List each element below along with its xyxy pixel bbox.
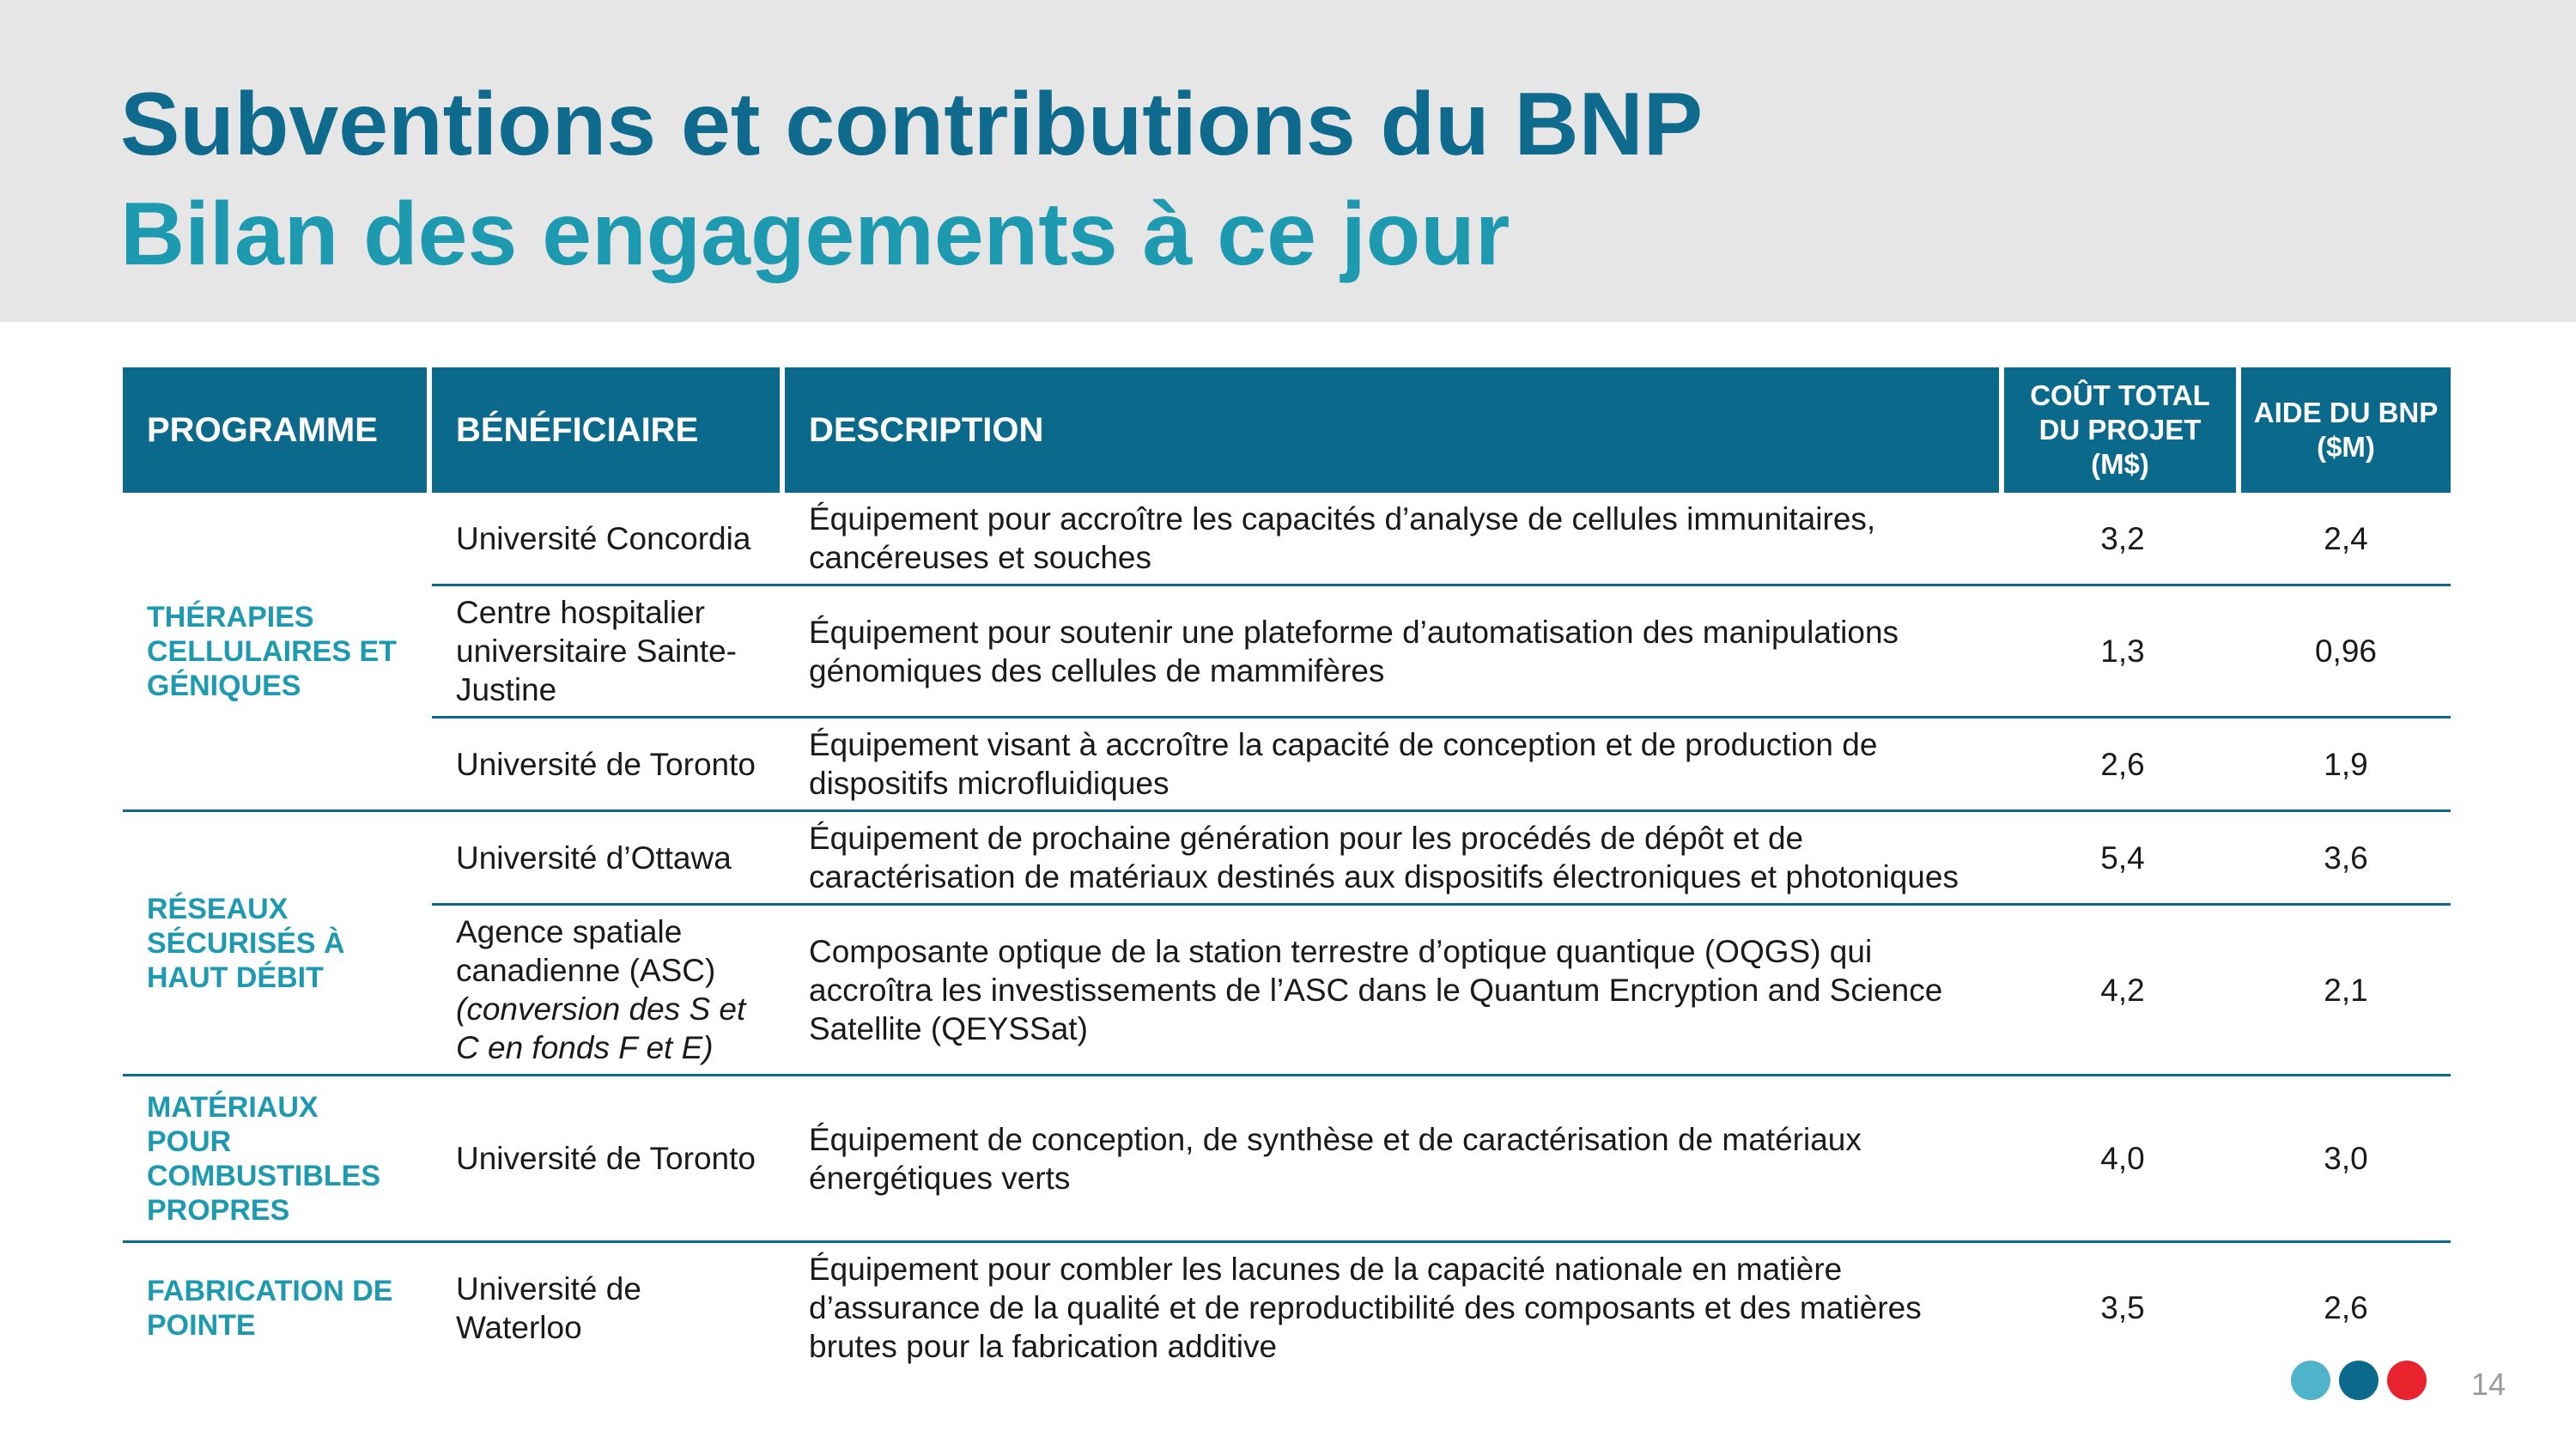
cout-cell: 2,6 bbox=[2004, 716, 2241, 809]
aide-cell: 1,9 bbox=[2241, 716, 2451, 809]
description-cell: Équipement de conception, de synthèse et de caractérisation de matériaux énergétiques verts bbox=[785, 1074, 2004, 1240]
cout-cell: 4,2 bbox=[2004, 903, 2241, 1074]
programme-cell: THÉRAPIES CELLULAIRES ET GÉNIQUES bbox=[147, 600, 397, 702]
table-row bbox=[123, 716, 2451, 809]
header-beneficiaire: BÉNÉFICIAIRE bbox=[432, 367, 785, 493]
table-row bbox=[123, 584, 2451, 716]
beneficiaire-name: Agence spatiale canadienne (ASC) bbox=[456, 914, 716, 988]
description-cell: Équipement de prochaine génération pour les procédés de dépôt et de caractérisation de matériaux destinés aux dispositifs électroniques et photoniques bbox=[785, 809, 2004, 903]
description-cell: Équipement visant à accroître la capacité de conception et de production de dispositifs microfluidiques bbox=[785, 716, 2004, 809]
dot-light-blue bbox=[2291, 1361, 2330, 1400]
header-programme: PROGRAMME bbox=[123, 367, 432, 493]
table-row bbox=[123, 493, 2451, 584]
cout-cell: 3,2 bbox=[2100, 520, 2145, 556]
page-number: 14 bbox=[2471, 1367, 2506, 1402]
programme-cell: FABRICATION DE POINTE bbox=[123, 1240, 432, 1373]
aide-cell: 3,0 bbox=[2241, 1074, 2451, 1240]
description-cell: Équipement pour accroître les capacités d’analyse de cellules immunitaires, cancéreuses et souches bbox=[809, 501, 1876, 575]
table-row bbox=[123, 1074, 2451, 1240]
aide-cell: 2,1 bbox=[2241, 903, 2451, 1074]
table-row bbox=[123, 809, 2451, 903]
description-cell: Équipement pour soutenir une plateforme d’automatisation des manipulations génomiques des cellules de mammifères bbox=[785, 584, 2004, 716]
page-subtitle: Bilan des engagements à ce jour bbox=[120, 185, 1510, 284]
dot-dark-blue bbox=[2339, 1361, 2379, 1400]
cout-cell: 3,5 bbox=[2004, 1240, 2241, 1373]
aide-cell: 0,96 bbox=[2241, 584, 2451, 716]
description-cell: Composante optique de la station terrestre d’optique quantique (OQGS) qui accroîtra les investissements de l’ASC dans le Quantum Encryption and Science Satellite (QEYSSat) bbox=[785, 903, 2004, 1074]
aide-cell: 2,6 bbox=[2241, 1240, 2451, 1373]
programme-cell: MATÉRIAUX POUR COMBUSTIBLES PROPRES bbox=[123, 1074, 432, 1240]
header-description: DESCRIPTION bbox=[785, 367, 2004, 493]
cout-cell: 4,0 bbox=[2004, 1074, 2241, 1240]
beneficiaire-cell: Centre hospitalier universitaire Sainte-Justine bbox=[432, 584, 785, 716]
header-aide-bnp: AIDE DU BNP ($M) bbox=[2241, 367, 2451, 493]
brand-dots bbox=[2291, 1361, 2427, 1402]
beneficiaire-cell: Université Concordia bbox=[456, 520, 751, 556]
cout-cell: 1,3 bbox=[2004, 584, 2241, 716]
aide-cell: 2,4 bbox=[2324, 520, 2368, 556]
description-cell: Équipement pour combler les lacunes de la capacité nationale en matière d’assurance de la qualité et de reproductibilité des composants et des matières brutes pour la fabrication additive bbox=[785, 1240, 2004, 1373]
table-header-row bbox=[123, 367, 2451, 493]
cout-cell: 5,4 bbox=[2004, 809, 2241, 903]
table-row bbox=[123, 1240, 2451, 1373]
beneficiaire-cell: Université de Toronto bbox=[432, 1074, 785, 1240]
table-row bbox=[123, 903, 2451, 1074]
page-title: Subventions et contributions du BNP bbox=[120, 75, 1704, 174]
programme-cell: RÉSEAUX SÉCURISÉS À HAUT DÉBIT bbox=[123, 809, 432, 1074]
grants-table bbox=[123, 367, 2451, 1373]
beneficiaire-note: (conversion des S et C en fonds F et E) bbox=[456, 991, 746, 1065]
dot-red bbox=[2387, 1361, 2427, 1400]
beneficiaire-cell bbox=[432, 903, 785, 1074]
beneficiaire-cell: Université de Toronto bbox=[432, 716, 785, 809]
header-cout-total: COÛT TOTAL DU PROJET (M$) bbox=[2004, 367, 2241, 493]
aide-cell: 3,6 bbox=[2241, 809, 2451, 903]
beneficiaire-cell: Université de Waterloo bbox=[432, 1240, 785, 1373]
beneficiaire-cell: Université d’Ottawa bbox=[432, 809, 785, 903]
